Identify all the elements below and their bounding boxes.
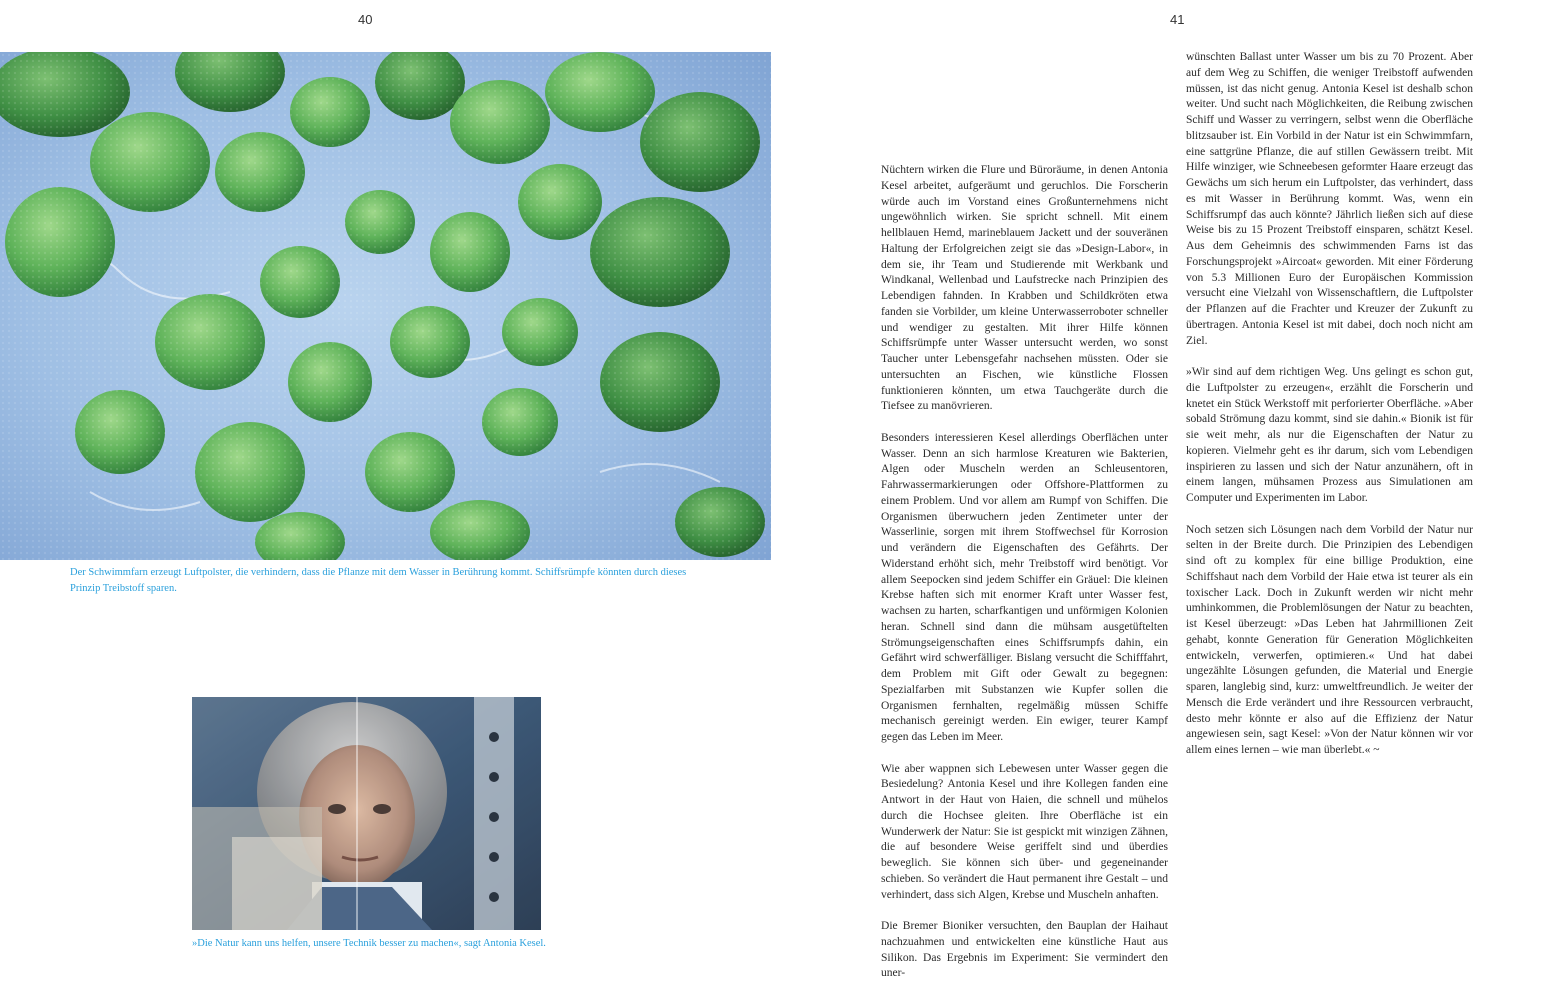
right-page-number: 41 xyxy=(1170,12,1185,27)
article-column-2 xyxy=(1186,50,1473,775)
column-2-paragraph: Noch setzen sich Lösungen nach dem Vorbild der Natur nur selten in der Breite durch. Die Prinzipien des Lebendigen sind oft zu komplex für eine billige Produktion, eine Schiffshaut nach dem Vorbild der Haie etwa ist teurer als ein toxischer Lack. Doch in Zukunft werden wir nicht mehr umhinkommen, die Problemlösungen der Natur zu beachten, ist Kesel überzeugt: »Das Leben hat Jahrmillionen Zeit gehabt, konnte Generation für Generation Möglichkeiten entwickeln, verwerfen, optimieren.« Und hat dabei ungezählte Lösungen gefunden, die Material und Energie sparen, langlebig sind, kurz: umweltfreundlich. Je weiter der Mensch die Erde verändert und ihre Ressourcen verbraucht, desto mehr könnte er also auf die Effizienz der Natur angewiesen sein, sagt Kesel: »Von der Natur können wir vor allem eines lernen – wie man überlebt.« ~ xyxy=(1186,523,1473,756)
article-column-1 xyxy=(881,163,1168,998)
column-2-paragraph: wünschten Ballast unter Wasser um bis zu 70 Prozent. Aber auf dem Weg zu Schiffen, die weniger Treibstoff aufwenden müssen, ist das nicht genug. Antonia Kesel ist deshalb schon weiter. Und sucht nach Möglichkeiten, die Reibung zwischen Schiff und Wasser zu verringern, selbst wenn die Oberfläche blitzsauber ist. Ein Vorbild in der Natur ist ein Schwimmfarn, eine sattgrüne Pflanze, die auf stillen Gewässern treibt. Mit Hilfe winziger, wie Schneebesen geformter Haare erzeugt das Gewächs um sich herum ein Luftpolster, das verhindert, dass es mit Wasser in Berührung kommt. Was, wenn ein Schiffsrumpf das auch könnte? Jährlich ließen sich auf diese Weise bis zu 15 Prozent Treibstoff einsparen, schätzt Kesel. Aus dem Geheimnis des schwimmenden Farns ist das Forschungsprojekt »Aircoat« geworden. Mit einer Förderung von 5.3 Millionen Euro der Europäischen Kommission versucht eine Vielzahl von Wissenschaftlern, die Luftpolster der Pflanzen auf die Frachter und Kreuzer der Zukunft zu übertragen. Antonia Kesel ist mit dabei, doch noch nicht am Ziel. xyxy=(1186,51,1473,347)
column-1-paragraph: Nüchtern wirken die Flure und Büroräume, in denen Antonia Kesel arbeitet, aufgeräumt und geruchlos. Die Forscherin würde auch im Vorstand eines Großunternehmens nicht ungewöhnlich wirken. Sie spricht schnell. Mit einem hellblauen Hemd, marineblauem Jackett und der souveränen Haltung der Erfolgreichen zeigt sie das »Design-Labor«, in dem sie, ihr Team und Studierende mit Werkbank und Windkanal, Wellenbad und Laufstrecke nach Prinzipien des Lebendigen fahnden. In Krabben und Schildkröten etwa fanden sie Vorbilder, um kleine Unterwasserroboter schneller und wendiger zu gestalten. Mit ihrer Hilfe können Schiffsrümpfe unter Wasser untersucht werden, wo sonst Taucher unter Lebensgefahr nachsehen müssten. Oder sie untersuchten an Fischen, wie künstliche Flossen funktionieren könnten, um etwa Tauchgeräte durch die Tiefsee zu manövrieren. xyxy=(881,164,1168,413)
column-1-paragraph: Die Bremer Bioniker versuchten, den Bauplan der Haihaut nachzuahmen und entwickelten eine künstliche Haut aus Silikon. Das Ergebnis im Experiment: Sie vermindert den uner- xyxy=(881,920,1168,980)
column-1-paragraph: Besonders interessieren Kesel allerdings Oberflächen unter Wasser. Denn an sich harmlose Kreaturen wie Bakterien, Algen oder Muscheln werden an Schleusentoren, Fahrwassermarkierungen oder Offshore-Plattformen zu einem Problem. Und vor allem am Rumpf von Schiffen. Die Organismen überwuchern jeden Zentimeter unter der Wasserlinie, sorgen mit ihrem Stoffwechsel für Korrosion und verändern die Eigenschaften des Gefährts. Der Widerstand erhöht sich, mehr Treibstoff wird benötigt. Vor allem Seepocken sind jedem Schiffer ein Gräuel: Die kleinen Krebse haften sich mit enormer Kraft unter Wasser fest, wachsen zu harten, scharfkantigen und unförmigen Kolonien heran. Schnell sind dann die mühsam ausgetüftelten Strömungseigenschaften eines Schiffsrumpfs dahin, ein Gefährt wird schwerfälliger. Bislang versucht die Schifffahrt, dem Problem mit Gift oder Gewalt zu begegnen: Spezialfarben mit Substanzen wie Kupfer sollen die Organismen fernhalten, regelmäßig müssen Schiffe mechanisch gereinigt werden. Ein ewiger, teurer Kampf gegen das Leben im Meer. xyxy=(881,431,1168,743)
water-fern-photo xyxy=(0,52,771,560)
portrait-photo xyxy=(192,697,541,930)
column-1-paragraph: Wie aber wappnen sich Lebewesen unter Wasser gegen die Besiedelung? Antonia Kesel und ihre Kollegen fanden eine Antwort in der Haut von Haien, die schnell und mühelos durch die Hochsee gleiten. Ihre Oberfläche ist ein Wunderwerk der Natur: Sie ist gespickt mit winzigen Zähnen, die auf besondere Weise geriffelt sind und überdies beweglich. Sie können sich über- und gegeneinander schieben. So verändert die Haut permanent ihre Gestalt – und verhindert, dass sich Algen, Krebse und Muscheln anhaften. xyxy=(881,762,1168,901)
left-page-number: 40 xyxy=(358,12,373,27)
fern-photo-caption: Der Schwimmfarn erzeugt Luftpolster, die verhindern, dass die Pflanze mit dem Wasser in Berührung kommt. Schiffsrümpfe könnten durch dieses Prinzip Treibstoff sparen. xyxy=(70,567,687,594)
column-2-paragraph: »Wir sind auf dem richtigen Weg. Uns gelingt es schon gut, die Luftpolster zu erzeugen«, erzählt die Forscherin und knetet ein Stück Werkstoff mit perforierter Oberfläche. »Aber sobald Strömung dazu kommt, sind sie dahin.« Bionik ist für sie weit mehr, als nur die Eigenschaften der Natur zu kopieren. Vielmehr geht es ihr darum, sich vom Lebendigen inspirieren zu lassen und sich der Natur anzunähern, oft in einem langen, mühsamen Prozess aus Simulationen am Computer und Experimenten im Labor. xyxy=(1186,366,1473,504)
portrait-photo-caption: »Die Natur kann uns helfen, unsere Technik besser zu machen«, sagt Antonia Kesel. xyxy=(192,938,546,949)
